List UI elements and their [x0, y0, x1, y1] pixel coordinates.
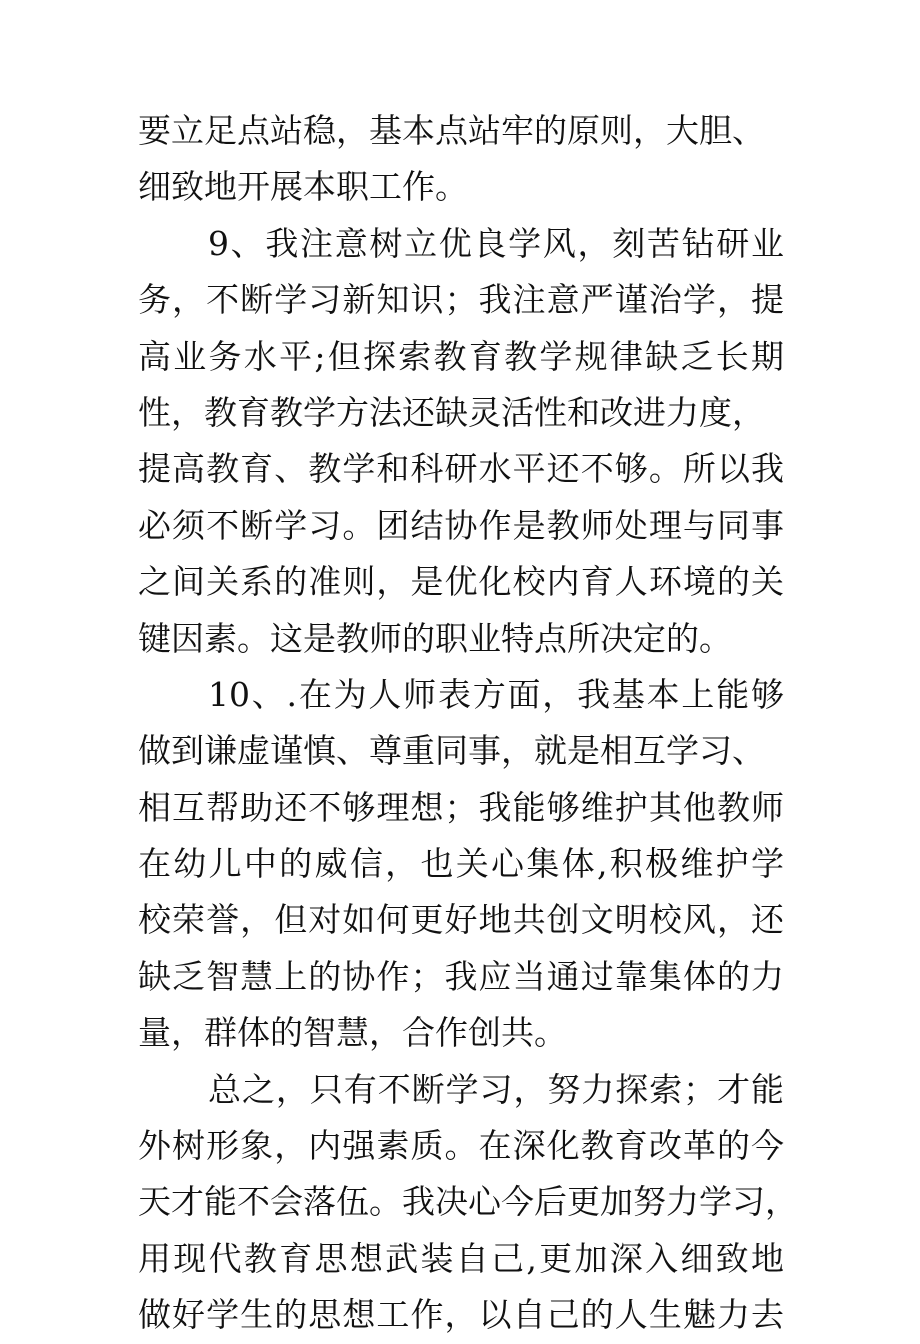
text-line: 校荣誉，但对如何更好地共创文明校风，还: [138, 900, 784, 940]
text-line: 性，教育教学方法还缺灵活性和改进力度，: [138, 392, 765, 432]
text-line: 天才能不会落伍。我决心今后更加努力学习，: [138, 1182, 798, 1222]
text-line: 相互帮助还不够理想；我能够维护其他教师: [138, 787, 784, 827]
text-line: 务，不断学习新知识；我注意严谨治学，提: [138, 280, 784, 320]
text-line: 做到谦虚谨慎、尊重同事，就是相互学习、: [138, 731, 765, 771]
text-line: 缺乏智慧上的协作；我应当通过靠集体的力: [138, 956, 784, 996]
text-line: 细致地开展本职工作。: [138, 167, 468, 207]
text-line: 必须不断学习。团结协作是教师处理与同事: [138, 505, 784, 545]
paragraph-start-9: 9、我注意树立优良学风，刻苦钻研业: [208, 223, 784, 263]
paragraph-start-10: 10、.在为人师表方面，我基本上能够: [208, 674, 784, 714]
text-line: 提高教育、教学和科研水平还不够。所以我: [138, 449, 784, 489]
text-line: 做好学生的思想工作，以自己的人生魅力去: [138, 1295, 784, 1335]
paragraph-start-conclusion: 总之，只有不断学习，努力探索；才能: [208, 1069, 784, 1109]
text-line: 高业务水平;但探索教育教学规律缺乏长期: [138, 336, 784, 376]
text-line: 外树形象，内强素质。在深化教育改革的今: [138, 1126, 784, 1166]
document-body: [138, 103, 798, 1344]
text-line: 量，群体的智慧，合作创共。: [138, 1013, 567, 1053]
text-line: 键因素。这是教师的职业特点所决定的。: [138, 618, 732, 658]
text-line: 要立足点站稳，基本点站牢的原则，大胆、: [138, 111, 765, 150]
text-line: 用现代教育思想武装自己,更加深入细致地: [138, 1238, 784, 1278]
text-line: 在幼儿中的威信，也关心集体,积极维护学: [138, 844, 784, 884]
text-line: 之间关系的准则，是优化校内育人环境的关: [138, 562, 784, 602]
